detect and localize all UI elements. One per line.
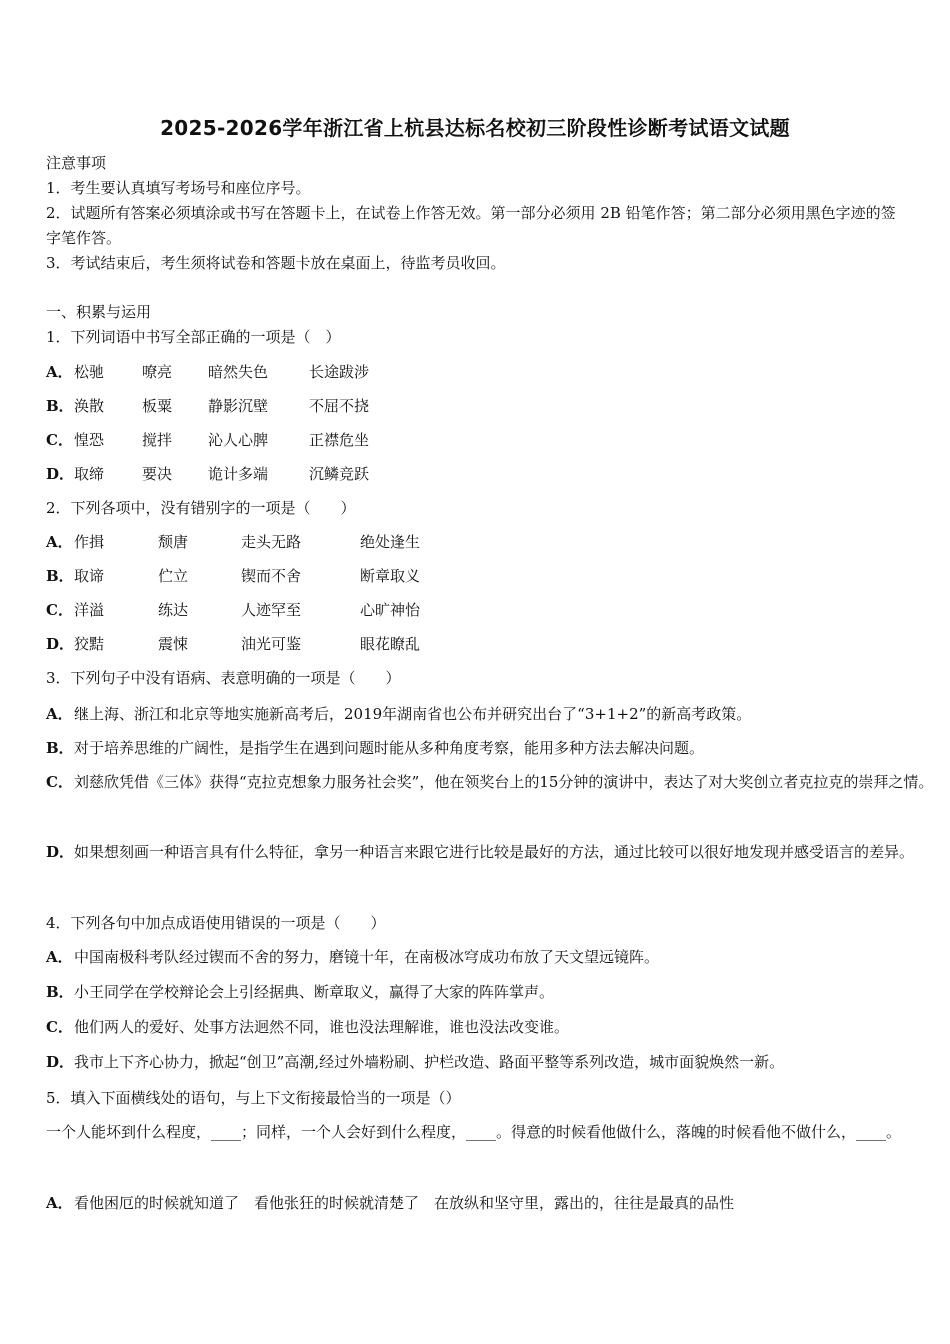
- q1-option-d: [46, 463, 369, 484]
- option-text: 对于培养思维的广阔性，是指学生在遇到问题时能从多种角度考察，能用多种方法去解决问题。: [74, 739, 705, 757]
- q3-option-b: [46, 737, 704, 758]
- q4-option-b: [46, 981, 554, 1002]
- option-key: B．: [46, 983, 74, 1001]
- q1-option-b: [46, 395, 369, 416]
- option-key: D．: [46, 1053, 75, 1071]
- option-word: 正襟危坐: [309, 431, 370, 449]
- q4-option-a: [46, 946, 659, 967]
- option-word: 颓唐: [158, 533, 189, 551]
- notice-item: 2．试题所有答案必须填涂或书写在答题卡上，在试卷上作答无效。第一部分必须用 2B 铅笔作答；第二部分必须用黑色字迹的签字笔作答。: [46, 204, 896, 247]
- option-word: 走头无路: [241, 533, 302, 551]
- option-word: 洋溢: [74, 601, 105, 619]
- option-key: C．: [46, 431, 73, 449]
- option-word: 伫立: [158, 567, 189, 585]
- q5-option-a: [46, 1192, 734, 1213]
- option-key: A．: [46, 1194, 73, 1212]
- option-text: 如果想刻画一种语言具有什么特征，拿另一种语言来跟它进行比较是最好的方法，通过比较可以很好地发现并感受语言的差异。: [74, 843, 915, 861]
- option-word: 油光可鉴: [241, 635, 302, 653]
- question-5-passage: 一个人能坏到什么程度，____；同样，一个人会好到什么程度，____。得意的时候看他做什么，落魄的时候看他不做什么，____。: [46, 1123, 902, 1141]
- option-word: 暗然失色: [208, 363, 269, 381]
- q3-option-d: [46, 834, 915, 870]
- option-word: 沁人心脾: [208, 431, 269, 449]
- option-word: 震悚: [158, 635, 189, 653]
- option-word: 松驰: [74, 363, 105, 381]
- notice-item: 3．考试结束后，考生须将试卷和答题卡放在桌面上，待监考员收回。: [46, 254, 506, 272]
- option-text: 刘慈欣凭借《三体》获得“克拉克想象力服务社会奖”，他在领奖台上的15分钟的演讲中，表达了对大奖创立者克拉克的崇拜之情。: [74, 773, 934, 791]
- option-word: 涣散: [74, 397, 105, 415]
- option-key: A．: [46, 363, 73, 381]
- option-word: 诡计多端: [208, 465, 269, 483]
- question-2-stem: 2．下列各项中，没有错别字的一项是（ ）: [46, 499, 356, 517]
- q2-option-b: [46, 565, 420, 586]
- option-word: 板粟: [142, 397, 173, 415]
- option-word: 锲而不舍: [241, 567, 302, 585]
- q1-option-c: [46, 429, 369, 450]
- option-key: C．: [46, 1018, 73, 1036]
- question-5-stem: 5．填入下面横线处的语句，与上下文衔接最恰当的一项是（）: [46, 1089, 461, 1107]
- option-word: 静影沉壁: [208, 397, 269, 415]
- option-text: 继上海、浙江和北京等地实施新高考后，2019年湖南省也公布并研究出台了“3+1+2”的新高考政策。: [74, 705, 752, 723]
- option-key: A．: [46, 533, 73, 551]
- q2-option-d: [46, 633, 420, 654]
- notice-item: 1．考生要认真填写考场号和座位序号。: [46, 179, 311, 197]
- option-key: A．: [46, 948, 73, 966]
- question-4-stem: 4．下列各句中加点成语使用错误的一项是（ ）: [46, 914, 386, 932]
- option-word: 长途跋涉: [309, 363, 370, 381]
- page-title: 2025-2026学年浙江省上杭县达标名校初三阶段性诊断考试语文试题: [160, 116, 790, 140]
- q2-option-c: [46, 599, 420, 620]
- option-key: D．: [46, 465, 75, 483]
- option-word: 取缔: [74, 465, 105, 483]
- option-text: 中国南极科考队经过锲而不舍的努力，磨镜十年，在南极冰穹成功布放了天文望远镜阵。: [74, 948, 660, 966]
- option-word: 要决: [142, 465, 173, 483]
- option-word: 绝处逢生: [360, 533, 421, 551]
- option-word: 搅拌: [142, 431, 173, 449]
- option-word: 沉鳞竞跃: [309, 465, 370, 483]
- option-key: B．: [46, 397, 74, 415]
- q3-option-c: [46, 764, 934, 800]
- q4-option-c: [46, 1016, 569, 1037]
- option-word: 断章取义: [360, 567, 421, 585]
- option-text: 我市上下齐心协力，掀起“创卫”高潮,经过外墙粉刷、护栏改造、路面平整等系列改造，城市面貌焕然一新。: [74, 1053, 785, 1071]
- question-1-stem: 1．下列词语中书写全部正确的一项是（ ）: [46, 328, 341, 346]
- question-3-stem: 3．下列句子中没有语病、表意明确的一项是（ ）: [46, 669, 401, 687]
- option-text: 看他困厄的时候就知道了 看他张狂的时候就清楚了 在放纵和坚守里，露出的，往往是最真的品性: [74, 1194, 735, 1212]
- option-word: 取谛: [74, 567, 105, 585]
- option-key: B．: [46, 739, 74, 757]
- option-text: 小王同学在学校辩论会上引经据典、断章取义，赢得了大家的阵阵掌声。: [74, 983, 555, 1001]
- option-word: 狡黠: [74, 635, 105, 653]
- q4-option-d: [46, 1051, 784, 1072]
- option-word: 嘹亮: [142, 363, 173, 381]
- option-key: D．: [46, 635, 75, 653]
- q2-option-a: [46, 531, 420, 552]
- option-word: 练达: [158, 601, 189, 619]
- option-key: C．: [46, 773, 73, 791]
- option-word: 作揖: [74, 533, 105, 551]
- option-word: 惶恐: [74, 431, 105, 449]
- option-word: 眼花瞭乱: [360, 635, 421, 653]
- notice-heading: 注意事项: [46, 154, 107, 172]
- option-key: C．: [46, 601, 73, 619]
- option-word: 不屈不挠: [309, 397, 370, 415]
- q1-option-a: [46, 361, 369, 382]
- option-key: D．: [46, 843, 75, 861]
- section-heading: 一、积累与运用: [46, 303, 152, 321]
- option-word: 人迹罕至: [241, 601, 302, 619]
- option-text: 他们两人的爱好、处事方法迥然不同，谁也没法理解谁，谁也没法改变谁。: [74, 1018, 570, 1036]
- option-key: B．: [46, 567, 74, 585]
- option-key: A．: [46, 705, 73, 723]
- q3-option-a: [46, 703, 751, 724]
- option-word: 心旷神怡: [360, 601, 421, 619]
